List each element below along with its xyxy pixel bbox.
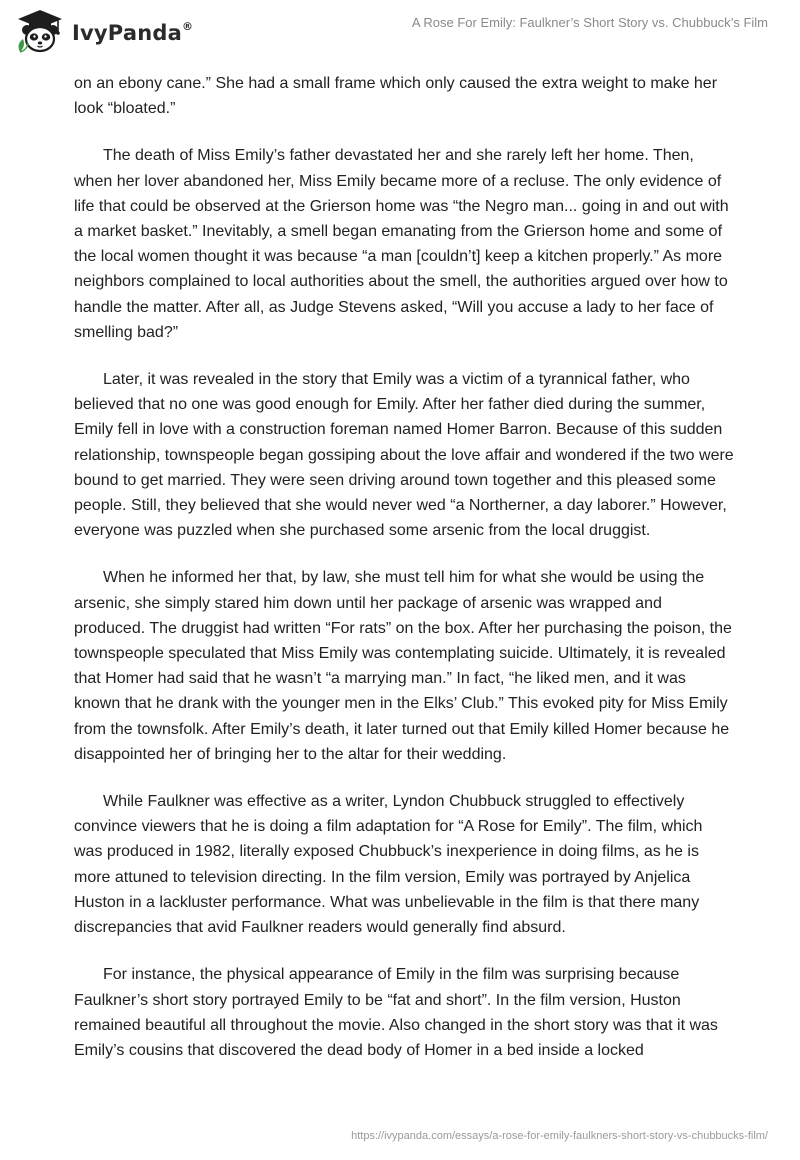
- paragraph: When he informed her that, by law, she must tell him for what she would be using the arsenic, she simply stared him down until her package of arsenic was wrapped and produced. The druggist had written “For rats” on the box. After her purchasing the poison, the townspeople speculated that Miss Emily was contemplating suicide. Ultimately, it is revealed that Homer had said that he wasn’t “a marrying man.” In fact, “he liked men, and it was known that he drank with the younger men in the Elks’ Club.” This evoked pity for Miss Emily from the townsfolk. After Emily’s death, it later turned out that Emily killed Homer because he disappointed her of bringing her to the altar for their wedding.: [74, 569, 732, 763]
- paragraph: Later, it was revealed in the story that Emily was a victim of a tyrannical father, who believed that no one was good enough for Emily. After her father died during the summer, Emily fell in love with a construction foreman named Homer Barron. Because of this sudden relationship, townspeople began gossiping about the love affair and wondered if the two were bound to get married. They were seen driving around town together and this pleased some people. Still, they believed that she would never wed “a Northerner, a day laborer.” However, everyone was puzzled when she purchased some arsenic from the local druggist.: [74, 371, 734, 540]
- essay-body: [74, 71, 734, 1085]
- page-header: [0, 0, 800, 70]
- paragraph: The death of Miss Emily’s father devastated her and she rarely left her home. Then, when her lover abandoned her, Miss Emily became more of a recluse. The only evidence of life that could be observed at the Grierson home was “the Negro man... going in and out with a market basket.” Inevitably, a smell began emanating from the Grierson home and some of the local women thought it was because “a man [couldn’t] keep a kitchen properly.” As more neighbors complained to local authorities about the smell, the authorities argued over how to handle the matter. After all, as Judge Stevens asked, “Will you accuse a lady to her face of smelling bad?”: [74, 147, 729, 341]
- brand-logo[interactable]: [14, 8, 193, 54]
- paragraph: on an ebony cane.” She had a small frame which only caused the extra weight to make her look “bloated.”: [74, 75, 718, 118]
- source-url-link[interactable]: https://ivypanda.com/essays/a-rose-for-emily-faulkners-short-story-vs-chubbucks-film/: [351, 1130, 768, 1142]
- brand-name: [72, 21, 193, 45]
- document-title: A Rose For Emily: Faulkner’s Short Story vs. Chubbuck’s Film: [411, 15, 768, 30]
- paragraph: For instance, the physical appearance of Emily in the film was surprising because Faulkner’s short story portrayed Emily to be “fat and short”. In the film version, Huston remained beautiful all throughout the movie. Also changed in the short story was that it was Emily’s cousins that discovered the dead body of Homer in a bed inside a locked: [74, 966, 718, 1059]
- paragraph: While Faulkner was effective as a writer, Lyndon Chubbuck struggled to effectively convince viewers that he is doing a film adaptation for “A Rose for Emily”. The film, which was produced in 1982, literally exposed Chubbuck’s inexperience in doing films, as he is more attuned to television directing. In the film version, Emily was portrayed by Anjelica Huston in a lackluster performance. What was unbelievable in the film is that there many discrepancies that avid Faulkner readers would generally find absurd.: [74, 793, 703, 937]
- brand-name-text: IvyPanda: [72, 21, 182, 45]
- panda-graduate-icon: [14, 8, 66, 54]
- registered-mark: ®: [181, 20, 194, 33]
